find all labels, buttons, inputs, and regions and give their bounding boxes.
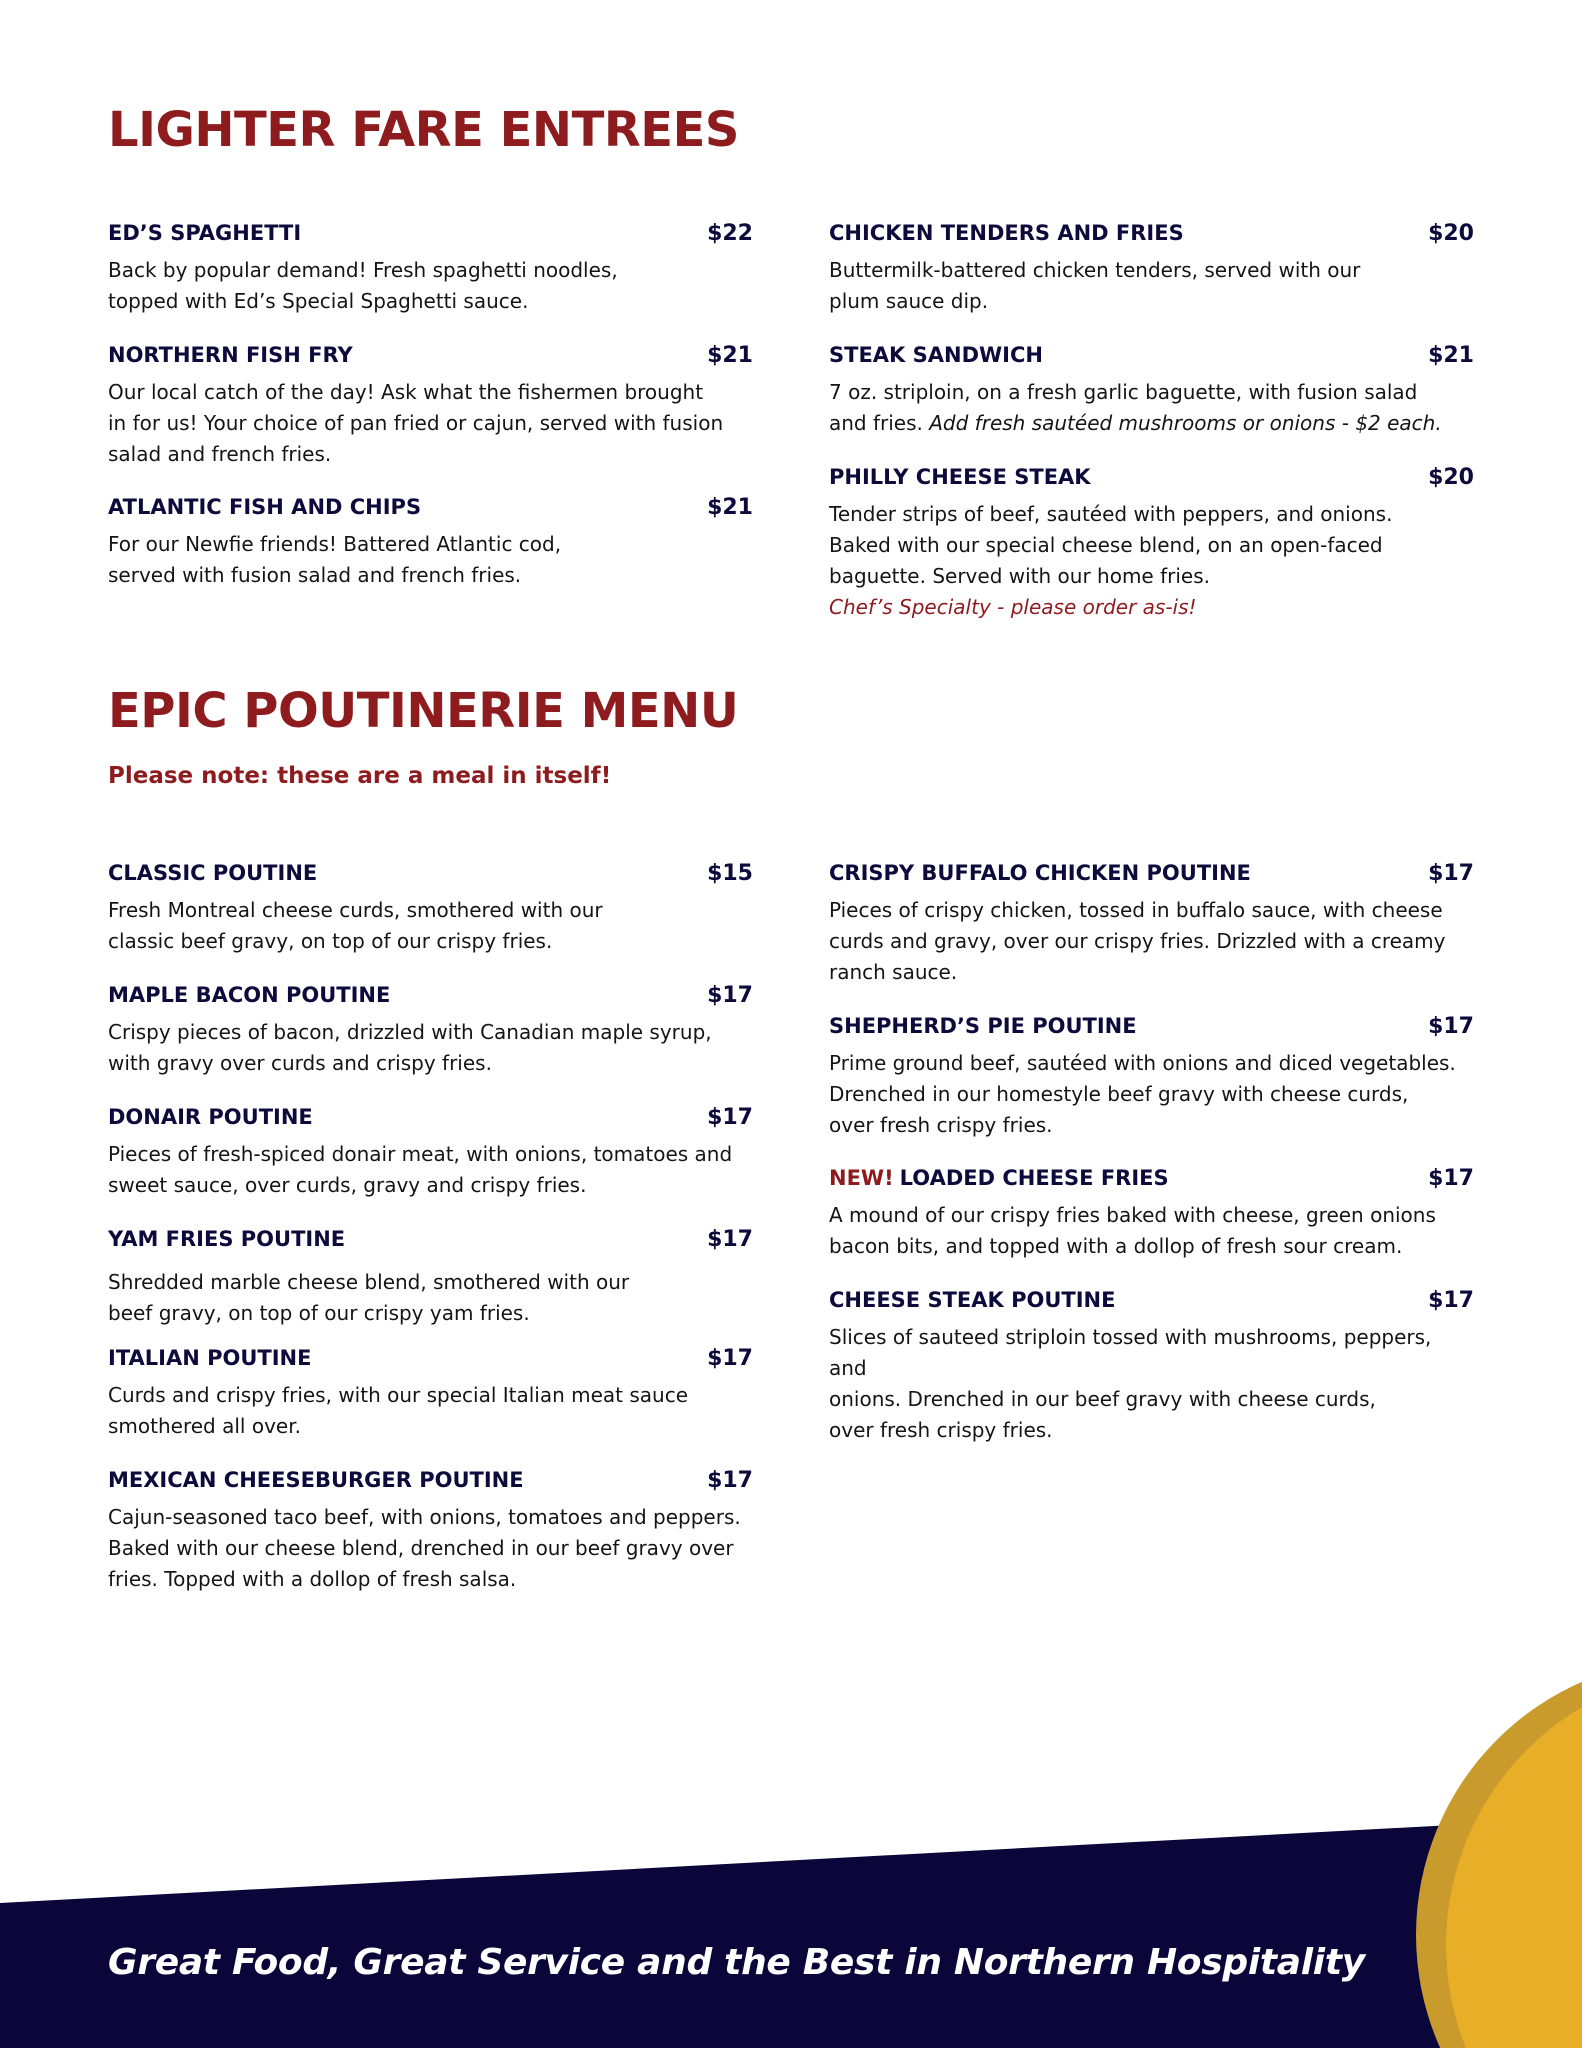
menu-item-classic-poutine bbox=[108, 860, 753, 957]
item-price: $17 bbox=[707, 1346, 753, 1371]
item-name: STEAK SANDWICH bbox=[829, 343, 1043, 367]
chef-specialty-note: Chef’s Specialty - please order as-is! bbox=[829, 595, 1197, 619]
item-name: ED’S SPAGHETTI bbox=[108, 221, 302, 245]
poutinerie-note: Please note: these are a meal in itself! bbox=[108, 763, 612, 789]
menu-item-northern-fish-fry bbox=[108, 342, 753, 470]
item-description: Cajun-seasoned taco beef, with onions, tomatoes and peppers. Baked with our cheese blend, drenched in our beef gravy over fries. Topped with a dollop of fresh salsa. bbox=[108, 1505, 741, 1591]
item-description: Back by popular demand! Fresh spaghetti noodles, topped with Ed’s Special Spaghetti sauce. bbox=[108, 258, 618, 313]
item-description: Pieces of fresh-spiced donair meat, with onions, tomatoes and sweet sauce, over curds, gravy and crispy fries. bbox=[108, 1142, 733, 1197]
item-name: NORTHERN FISH FRY bbox=[108, 343, 353, 367]
item-name: CLASSIC POUTINE bbox=[108, 861, 318, 885]
item-price: $20 bbox=[1428, 465, 1474, 490]
item-description: Shredded marble cheese blend, smothered with our beef gravy, on top of our crispy yam fries. bbox=[108, 1270, 630, 1325]
menu-item-crispy-buffalo-chicken-poutine bbox=[829, 860, 1474, 988]
item-description bbox=[829, 377, 1474, 439]
menu-item-italian-poutine bbox=[108, 1345, 753, 1442]
menu-item-atlantic-fish-and-chips bbox=[108, 494, 753, 591]
lighter-fare-heading: LIGHTER FARE ENTREES bbox=[108, 102, 739, 158]
item-description: Our local catch of the day! Ask what the fishermen brought in for us! Your choice of pan fried or cajun, served with fusion salad and french fries. bbox=[108, 380, 724, 466]
item-price: $17 bbox=[1428, 1288, 1474, 1313]
item-description: A mound of our crispy fries baked with cheese, green onions bacon bits, and topped with a dollop of fresh sour cream. bbox=[829, 1203, 1436, 1258]
item-price: $17 bbox=[1428, 1014, 1474, 1039]
item-name-wrap bbox=[829, 1165, 1169, 1191]
new-badge: NEW! bbox=[829, 1166, 894, 1190]
item-name: MAPLE BACON POUTINE bbox=[108, 983, 391, 1007]
item-name: CHEESE STEAK POUTINE bbox=[829, 1288, 1116, 1312]
item-price: $17 bbox=[707, 1227, 753, 1252]
item-price: $17 bbox=[1428, 861, 1474, 886]
menu-item-philly-cheese-steak bbox=[829, 464, 1474, 623]
item-description: For our Newfie friends! Battered Atlantic cod, served with fusion salad and french fries. bbox=[108, 532, 562, 587]
menu-item-maple-bacon-poutine bbox=[108, 982, 753, 1079]
item-price: $17 bbox=[707, 1105, 753, 1130]
item-name: PHILLY CHEESE STEAK bbox=[829, 465, 1091, 489]
item-description: Crispy pieces of bacon, drizzled with Canadian maple syrup, with gravy over curds and crispy fries. bbox=[108, 1020, 712, 1075]
item-description: Curds and crispy fries, with our special Italian meat sauce smothered all over. bbox=[108, 1383, 689, 1438]
item-name: CRISPY BUFFALO CHICKEN POUTINE bbox=[829, 861, 1251, 885]
menu-item-steak-sandwich bbox=[829, 342, 1474, 439]
item-description-addon: Add fresh sautéed mushrooms or onions - $2 each. bbox=[929, 411, 1442, 435]
item-name: YAM FRIES POUTINE bbox=[108, 1227, 346, 1251]
footer-tagline: Great Food, Great Service and the Best in Northern Hospitality bbox=[108, 1942, 1365, 1983]
menu-item-eds-spaghetti bbox=[108, 220, 753, 317]
menu-item-mexican-cheeseburger-poutine bbox=[108, 1467, 753, 1595]
item-name: ITALIAN POUTINE bbox=[108, 1346, 312, 1370]
item-price: $21 bbox=[707, 343, 753, 368]
item-name: DONAIR POUTINE bbox=[108, 1105, 313, 1129]
poutinerie-heading: EPIC POUTINERIE MENU bbox=[108, 683, 739, 739]
item-description-text: 7 oz. striploin, on a fresh garlic baguette, with fusion salad and fries. bbox=[829, 380, 1418, 435]
item-price: $20 bbox=[1428, 221, 1474, 246]
item-name: CHICKEN TENDERS AND FRIES bbox=[829, 221, 1184, 245]
item-price: $21 bbox=[707, 495, 753, 520]
item-description: Buttermilk-battered chicken tenders, served with our plum sauce dip. bbox=[829, 258, 1361, 313]
item-description: Pieces of crispy chicken, tossed in buffalo sauce, with cheese curds and gravy, over our crispy fries. Drizzled with a creamy ranch sauce. bbox=[829, 898, 1446, 984]
item-name: LOADED CHEESE FRIES bbox=[899, 1166, 1169, 1190]
menu-item-shepherds-pie-poutine bbox=[829, 1013, 1474, 1141]
menu-item-loaded-cheese-fries bbox=[829, 1165, 1474, 1262]
item-name: SHEPHERD’S PIE POUTINE bbox=[829, 1014, 1137, 1038]
item-price: $17 bbox=[1428, 1166, 1474, 1191]
menu-item-cheese-steak-poutine bbox=[829, 1287, 1474, 1446]
item-price: $15 bbox=[707, 861, 753, 886]
menu-item-chicken-tenders bbox=[829, 220, 1474, 317]
footer-navy-band bbox=[0, 1818, 1582, 2048]
item-name: ATLANTIC FISH AND CHIPS bbox=[108, 495, 422, 519]
item-description: Tender strips of beef, sautéed with peppers, and onions. Baked with our special cheese blend, on an open-faced baguette. Served with our home fries. bbox=[829, 502, 1393, 588]
menu-item-yam-fries-poutine bbox=[108, 1226, 753, 1329]
item-description: Fresh Montreal cheese curds, smothered with our classic beef gravy, on top of our crispy fries. bbox=[108, 898, 603, 953]
item-description: Slices of sauteed striploin tossed with mushrooms, peppers, and onions. Drenched in our beef gravy with cheese curds, over fresh crispy fries. bbox=[829, 1325, 1432, 1442]
item-name: MEXICAN CHEESEBURGER POUTINE bbox=[108, 1468, 524, 1492]
menu-item-donair-poutine bbox=[108, 1104, 753, 1201]
item-price: $17 bbox=[707, 983, 753, 1008]
item-price: $22 bbox=[707, 221, 753, 246]
item-description: Prime ground beef, sautéed with onions and diced vegetables. Drenched in our homestyle beef gravy with cheese curds, over fresh crispy fries. bbox=[829, 1051, 1456, 1137]
item-price: $21 bbox=[1428, 343, 1474, 368]
item-price: $17 bbox=[707, 1468, 753, 1493]
